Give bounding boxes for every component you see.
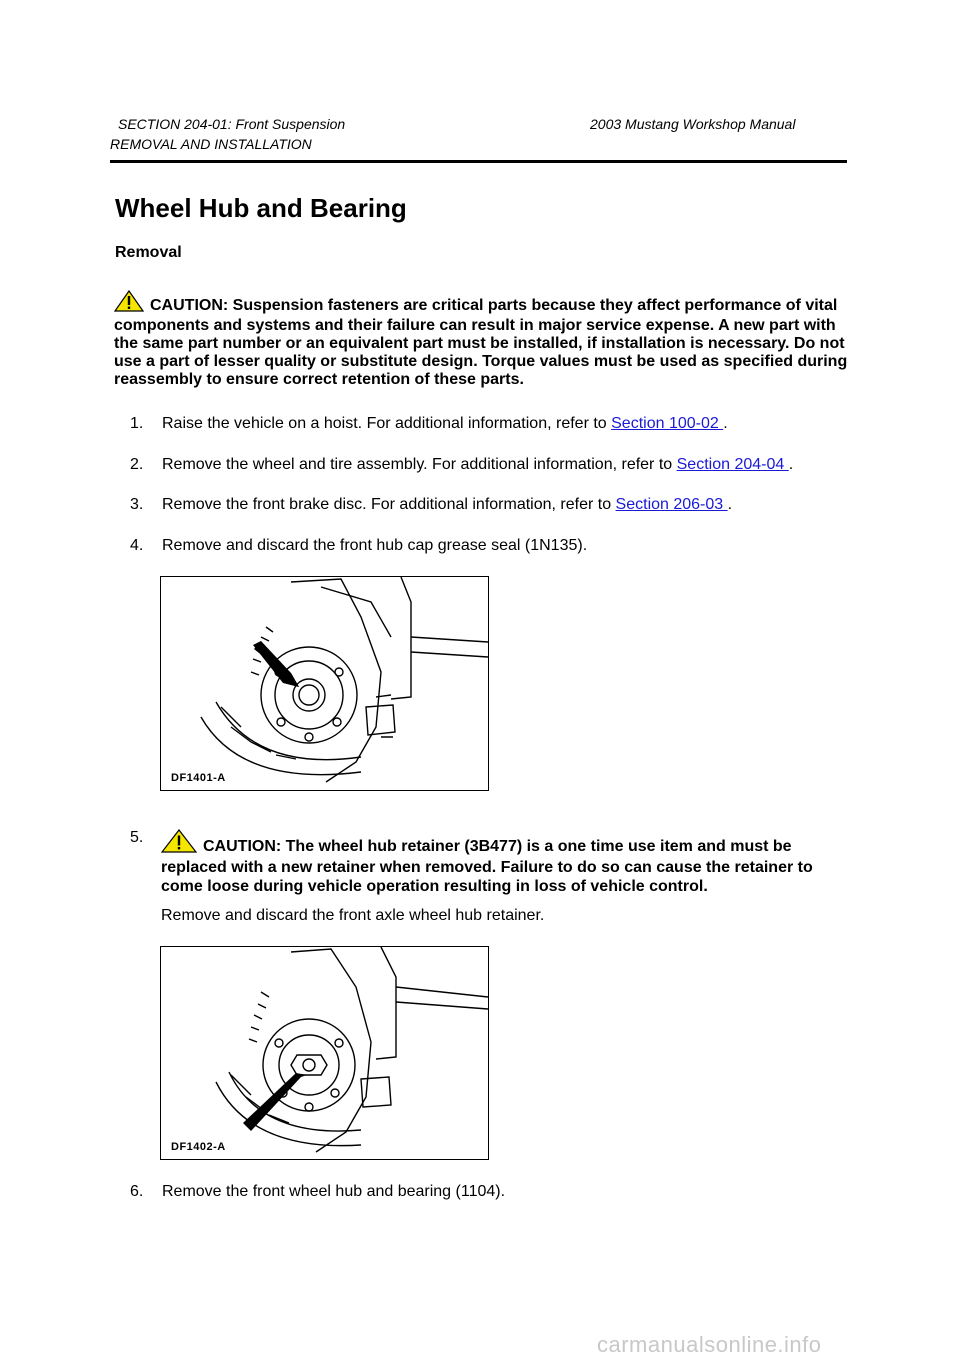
header-section: SECTION 204-01: Front Suspension (118, 116, 346, 132)
step-number: 1. (130, 415, 144, 432)
step-end: . (727, 496, 733, 513)
step-number: 4. (130, 537, 144, 554)
figure-df1401 (160, 576, 489, 791)
step5-text: Remove and discard the front axle wheel hub retainer. (161, 907, 545, 924)
caution-step5-text: CAUTION: The wheel hub retainer (3B477) is a one time use item and must be replaced with a new retainer when removed. Failure to do so can cause the retainer to come loose during vehicle operation resulting in loss of vehicle control. (161, 838, 813, 895)
caution-main-text: CAUTION: Suspension fasteners are critical parts because they affect performance of vital components and systems and their failure can result in major service expense. A new part with the same part number or an equivalent part must be installed, if installation is necessary. Do not use a part of lesser quality or substitute design. Torque values must be used as specified during reassembly to ensure correct retention of these parts. (114, 297, 848, 388)
link-section-100-02[interactable]: Section 100-02 (611, 415, 724, 432)
caution-step5 (161, 829, 841, 896)
step-text: Remove the wheel and tire assembly. For additional information, refer to (162, 456, 677, 473)
step-text: Raise the vehicle on a hoist. For additional information, refer to (162, 415, 612, 432)
step-end: . (723, 415, 728, 432)
figure-label: DF1402-A (171, 1141, 226, 1153)
link-section-206-03[interactable]: Section 206-03 (615, 496, 728, 513)
step-text: Remove and discard the front hub cap grease seal (1N135). (162, 537, 588, 554)
page-title: Wheel Hub and Bearing (115, 193, 407, 223)
hub-illustration (161, 947, 488, 1159)
step-text: Remove the front brake disc. For additional information, refer to (162, 496, 616, 513)
hub-illustration (161, 577, 488, 790)
link-section-204-04[interactable]: Section 204-04 (676, 456, 789, 473)
step-number: 3. (130, 496, 144, 513)
step-number: 5. (130, 829, 144, 846)
caution-main (114, 290, 854, 389)
watermark: carmanualsonline.info (597, 1332, 822, 1357)
step-text: Remove the front wheel hub and bearing (1104). (162, 1183, 506, 1200)
warning-icon (161, 829, 197, 858)
step-number: 2. (130, 456, 144, 473)
step-end: . (788, 456, 794, 473)
step-number: 6. (130, 1183, 144, 1200)
warning-icon (114, 290, 144, 317)
header-sub: REMOVAL AND INSTALLATION (110, 136, 312, 152)
figure-label: DF1401-A (171, 772, 226, 784)
header-rule (110, 160, 847, 163)
header-manual: 2003 Mustang Workshop Manual (590, 116, 796, 132)
subheading-removal: Removal (115, 244, 182, 261)
figure-df1402 (160, 946, 489, 1160)
